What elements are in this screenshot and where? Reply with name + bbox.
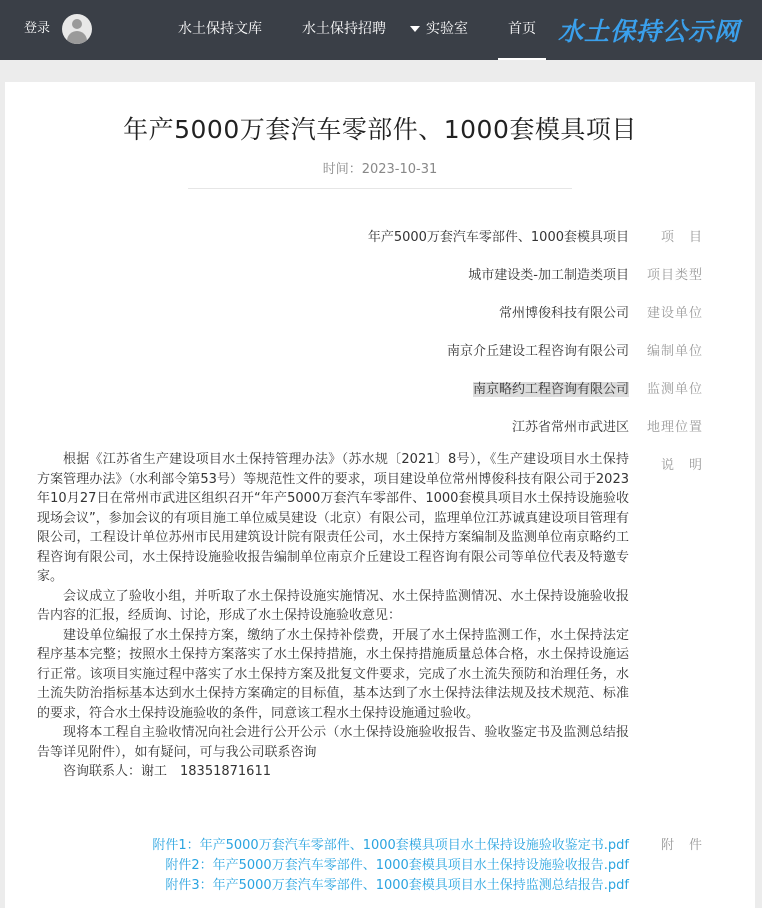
attachment-link-3[interactable]: 附件3：年产5000万套汽车零部件、1000套模具项目水土保持监测总结报告.pdf — [165, 878, 629, 893]
description-paragraph: 根据《江苏省生产建设项目水土保持管理办法》（苏水规〔2021〕8号），《生产建设项目水土保持方案管理办法》（水利部令第53号）等规范性文件的要求，项目建设单位常州博俊科技有限公司于2023年10月27日在常州市武进区组织召开“年产5000万套汽车零部件、1000套模具项目水土保持设施验收现场会议”，参加会议的有项目施工单位威昊建设（北京）有限公司，监理单位江苏诚真建设项目管理有限公司，工程设计单位苏州市民用建筑设计院有限责任公司，水土保持方案编制及监测单位南京略约工程咨询有限公司，水土保持设施验收报告编制单位南京介丘建设工程咨询有限公司等单位代表及特邀专家。 — [37, 452, 629, 584]
nav-recruit[interactable]: 水土保持招聘 — [302, 21, 386, 37]
title-divider — [188, 188, 572, 189]
project-type-label: 项目类型 — [646, 268, 703, 283]
top-navigation-bar — [0, 0, 762, 60]
page-title: 年产5000万套汽车零部件、1000套模具项目 — [123, 115, 637, 144]
user-avatar-icon[interactable] — [62, 14, 92, 44]
login-link[interactable]: 登录 — [24, 21, 51, 36]
attachment-link-1[interactable]: 附件1：年产5000万套汽车零部件、1000套模具项目水土保持设施验收鉴定书.pdf — [152, 838, 629, 853]
description-paragraph: 会议成立了验收小组，并听取了水土保持设施实施情况、水土保持监测情况、水土保持设施验收报告内容的汇报，经质询、讨论，形成了水土保持设施验收意见： — [37, 588, 629, 623]
chevron-down-icon — [410, 26, 420, 32]
nav-lab-label: 实验室 — [426, 21, 468, 37]
builder-value: 常州博俊科技有限公司 — [498, 306, 629, 321]
compiler-value: 南京介丘建设工程咨询有限公司 — [446, 344, 629, 359]
nav-library[interactable]: 水土保持文库 — [178, 21, 262, 37]
publish-date: 时间：2023-10-31 — [322, 162, 438, 177]
project-value: 年产5000万套汽车零部件、1000套模具项目 — [367, 230, 629, 245]
location-value: 江苏省常州市武进区 — [511, 420, 629, 435]
description-paragraph: 现将本工程自主验收情况向社会进行公开公示（水土保持设施验收报告、验收鉴定书及监测总结报告等详见附件），如有疑问，可与我公司联系咨询 — [37, 725, 629, 760]
description-paragraph: 建设单位编报了水土保持方案，缴纳了水土保持补偿费，开展了水土保持监测工作，水土保持法定程序基本完整；按照水土保持方案落实了水土保持措施，水土保持措施质量总体合格，水土保持设施运行正常。该项目实施过程中落实了水土保持方案及批复文件要求，完成了水土流失预防和治理任务，水土流失防治指标基本达到水土保持方案确定的目标值，基本达到了水土保持法律法规及技术规范、标准的要求，符合水土保持设施验收的条件，同意该工程水土保持设施通过验收。 — [37, 627, 629, 721]
location-label: 地理位置 — [646, 420, 703, 435]
description-label: 说 明 — [660, 458, 703, 473]
site-logo[interactable]: 水土保持公示网 — [557, 17, 740, 46]
contact-line: 咨询联系人：谢工 18351871611 — [63, 764, 271, 779]
attachments-label: 附 件 — [660, 838, 703, 853]
project-label: 项 目 — [660, 230, 703, 245]
monitor-label: 监测单位 — [646, 382, 703, 397]
compiler-label: 编制单位 — [646, 344, 703, 359]
project-type-value: 城市建设类-加工制造类项目 — [468, 268, 629, 283]
description-text — [37, 450, 629, 782]
builder-label: 建设单位 — [646, 306, 703, 321]
article-card — [5, 82, 755, 908]
nav-home[interactable]: 首页 — [498, 0, 546, 60]
attachment-link-2[interactable]: 附件2：年产5000万套汽车零部件、1000套模具项目水土保持设施验收报告.pdf — [165, 858, 629, 873]
monitor-value-text: 南京略约工程咨询有限公司 — [472, 382, 629, 397]
monitor-value — [129, 378, 629, 397]
nav-lab-dropdown[interactable] — [400, 0, 478, 60]
